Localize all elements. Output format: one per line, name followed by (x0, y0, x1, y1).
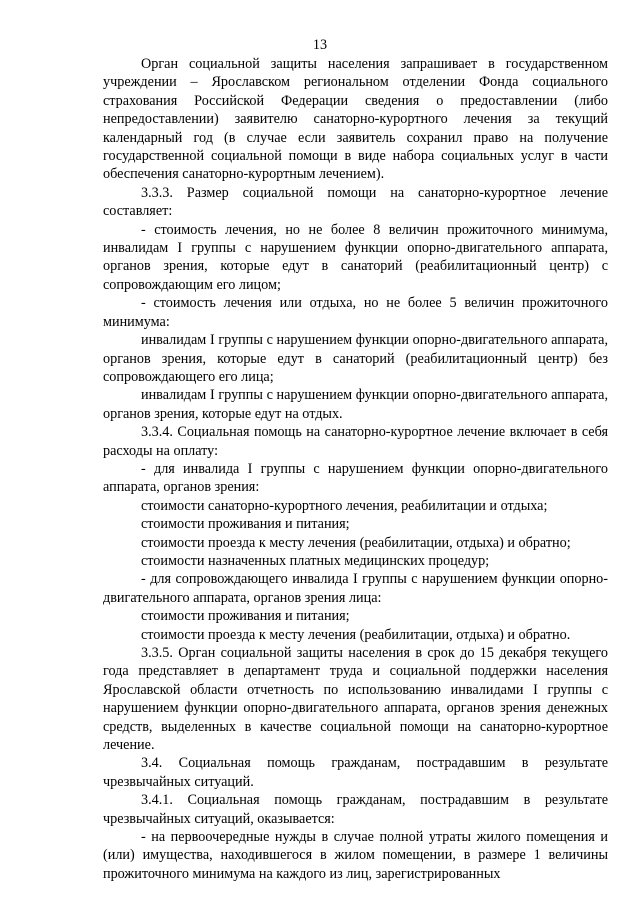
paragraph: 3.3.5. Орган социальной защиты населения в срок до 15 декабря текущего года представляет в департамент труда и социальной поддержки населения Ярославской области отчетность по использованию инвалидами I группы с нарушением функции опорно-двигательного аппарата, органов зрения денежных средств, выделенных в качестве социальной помощи на санаторно-курортное лечение. (103, 645, 608, 754)
document-body (103, 55, 608, 883)
paragraph: стоимости проезда к месту лечения (реабилитации, отдыха) и обратно. (141, 626, 571, 643)
paragraph: - на первоочередные нужды в случае полной утраты жилого помещения и (или) имущества, находившегося в жилом помещении, в размере 1 величины прожиточного минимума на каждого из лиц, зарегистрированных (103, 829, 608, 882)
paragraph: - стоимость лечения или отдыха, но не более 5 величин прожиточного минимума: (103, 295, 608, 330)
paragraph: стоимости проезда к месту лечения (реабилитации, отдыха) и обратно; (141, 534, 571, 551)
paragraph: 3.3.3. Размер социальной помощи на санаторно-курортное лечение составляет: (103, 184, 608, 220)
paragraph: стоимости проживания и питания; (141, 608, 350, 625)
paragraph: Орган социальной защиты населения запрашивает в государственном учреждении – Ярославском региональном отделении Фонда социального страхования Российской Федерации сведения о предоставлении (либо непредоставлении) заявителю санаторно-курортного лечения за текущий календарный год (в случае если заявитель сохранил право на получение государственной социальной помощи в виде набора социальных услуг в части обеспечения санаторно-курортным лечением). (103, 56, 608, 183)
paragraph: - для инвалида I группы с нарушением функции опорно-двигательного аппарата, органов зрения: (103, 460, 608, 496)
paragraph: стоимости санаторно-курортного лечения, реабилитации и отдыха; (141, 497, 548, 514)
paragraph: 3.3.4. Социальная помощь на санаторно-курортное лечение включает в себя расходы на оплату: (103, 424, 608, 459)
paragraph: - стоимость лечения, но не более 8 величин прожиточного минимума, инвалидам I группы с нарушением функции опорно-двигательного аппарата, органов зрения, которые едут в санаторий (реабилитационный центр) с сопровождающим его лицом; (103, 221, 608, 293)
paragraph: инвалидам I группы с нарушением функции опорно-двигательного аппарата, органов зрения, которые едут в санаторий (реабилитационный центр) без сопровождающего его лица; (103, 332, 608, 385)
page-number: 13 (312, 37, 328, 53)
paragraph: - для сопровождающего инвалида I группы с нарушением функции опорно-двигательного аппарата, органов зрения лица: (103, 571, 608, 606)
paragraph: стоимости проживания и питания; (141, 516, 350, 533)
paragraph: 3.4.1. Социальная помощь гражданам, пострадавшим в результате чрезвычайных ситуаций, оказывается: (103, 792, 608, 827)
paragraph: 3.4. Социальная помощь гражданам, пострадавшим в результате чрезвычайных ситуаций. (103, 755, 608, 790)
paragraph: инвалидам I группы с нарушением функции опорно-двигательного аппарата, органов зрения, которые едут на отдых. (103, 387, 608, 422)
paragraph: стоимости назначенных платных медицинских процедур; (141, 552, 490, 569)
